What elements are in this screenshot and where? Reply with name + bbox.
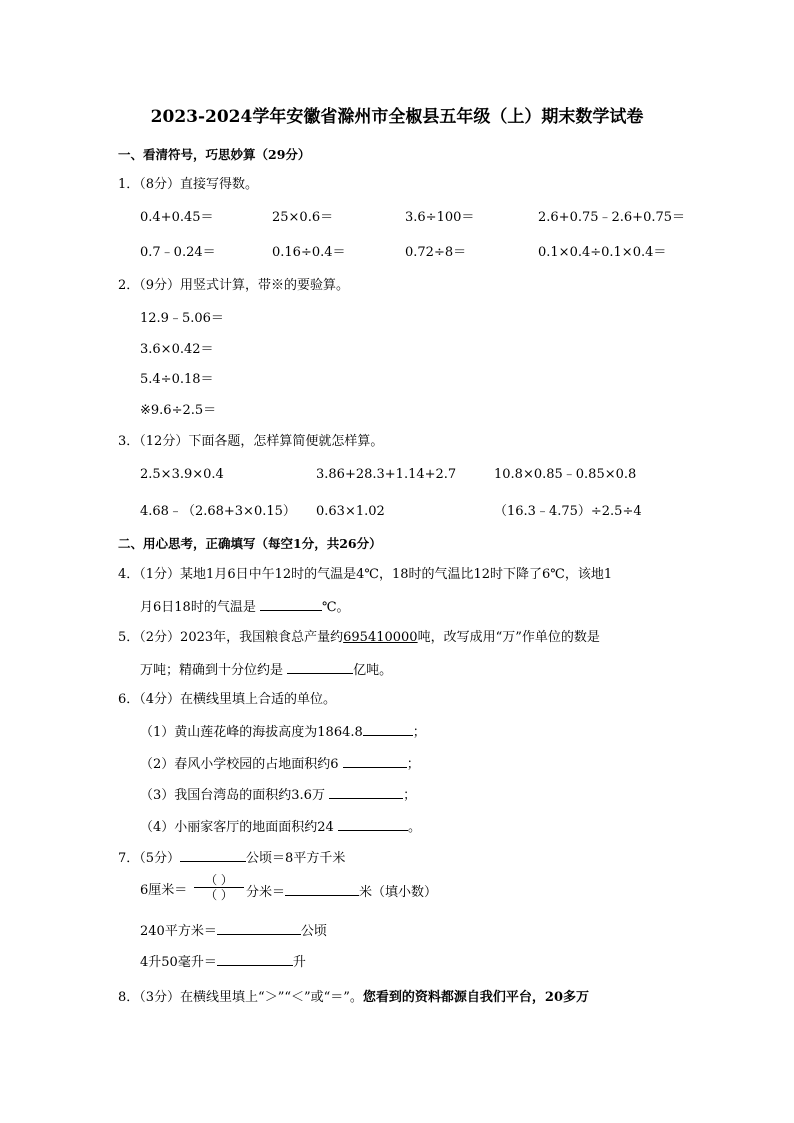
- answer-blank[interactable]: [329, 785, 403, 799]
- q4-text: 月6日18时的气温是: [140, 600, 260, 615]
- fraction-blank[interactable]: [194, 873, 244, 902]
- q1-item: 0.16÷0.4＝: [272, 245, 346, 260]
- q1-item: 25×0.6＝: [272, 210, 334, 225]
- section-heading-1: 一、看清符号，巧思妙算（29分）: [118, 147, 311, 162]
- answer-blank[interactable]: [338, 817, 408, 831]
- question-7-line: [118, 848, 345, 868]
- answer-blank[interactable]: [285, 882, 359, 896]
- q7-text: 升: [292, 955, 306, 970]
- fraction-denominator: （ ）: [194, 887, 244, 902]
- q6-item-text: （2）春风小学校园的占地面积约6: [140, 757, 343, 772]
- question-7-line: [246, 882, 437, 902]
- answer-blank[interactable]: [287, 660, 353, 674]
- question-4-line: [140, 597, 350, 617]
- question-6-stem: 6．（4分）在横线里填上合适的单位。: [118, 692, 337, 707]
- question-5-line: [118, 629, 600, 647]
- question-1-stem: 1．（8分）直接写得数。: [118, 177, 259, 192]
- q1-item: 0.72÷8＝: [405, 245, 467, 260]
- q1-item: 3.6÷100＝: [405, 210, 475, 225]
- q6-item-end: ；: [406, 757, 420, 772]
- q6-item: [140, 722, 426, 742]
- answer-blank[interactable]: [217, 952, 293, 966]
- q6-item-end: ；: [412, 725, 426, 740]
- question-7-line: [140, 921, 327, 941]
- question-8-line: [118, 989, 589, 1007]
- watermark-text: 您看到的资料都源自我们平台，20多万: [362, 990, 590, 1005]
- answer-blank[interactable]: [217, 921, 301, 935]
- q2-item: 5.4÷0.18＝: [140, 372, 214, 387]
- q7-text: 7．（5分）: [118, 851, 181, 866]
- answer-blank[interactable]: [363, 722, 413, 736]
- q7-text: 6厘米＝: [140, 883, 188, 898]
- question-2-stem: 2．（9分）用竖式计算，带※的要验算。: [118, 278, 350, 293]
- q6-item: [140, 785, 416, 805]
- fraction-numerator: （ ）: [205, 873, 233, 887]
- q2-item: 12.9﹣5.06＝: [140, 311, 224, 326]
- q3-item: 0.63×1.02: [316, 504, 385, 519]
- q7-text: 240平方米＝: [140, 924, 217, 939]
- q5-text: 亿吨。: [353, 663, 393, 678]
- q7-text: 4升50毫升＝: [140, 955, 217, 970]
- q2-item: ※9.6÷2.5＝: [140, 403, 217, 418]
- answer-blank[interactable]: [260, 597, 322, 611]
- question-3-stem: 3．（12分）下面各题，怎样算简便就怎样算。: [118, 434, 384, 449]
- q1-item: 0.4+0.45＝: [140, 210, 214, 225]
- q6-item-end: ；: [403, 788, 417, 803]
- question-4-line: 4．（1分）某地1月6日中午12时的气温是4℃，18时的气温比12时下降了6℃，该地1: [118, 567, 613, 582]
- q6-item: [140, 754, 420, 774]
- answer-blank[interactable]: [343, 754, 407, 768]
- q7-text: 公顷＝8平方千米: [246, 851, 346, 866]
- q6-item-end: 。: [407, 820, 421, 835]
- q6-item: [140, 817, 421, 837]
- q1-item: 2.6+0.75﹣2.6+0.75＝: [538, 210, 686, 225]
- q5-text: 万吨；精确到十分位约是: [140, 663, 288, 678]
- q6-item-text: （4）小丽家客厅的地面面积约24: [140, 820, 338, 835]
- question-5-line: [140, 660, 392, 680]
- q5-text: 吨，改写成用“万”作单位的数是: [417, 630, 600, 645]
- question-7-line: [140, 952, 306, 972]
- q5-number: 695410000: [343, 630, 418, 645]
- q3-item: 4.68﹣（2.68+3×0.15）: [140, 504, 296, 519]
- q6-item-text: （3）我国台湾岛的面积约3.6万: [140, 788, 330, 803]
- q8-text: 8．（3分）在横线里填上“＞”“＜”或“＝”。: [118, 990, 363, 1005]
- q3-item: （16.3﹣4.75）÷2.5÷4: [494, 504, 642, 519]
- q3-item: 2.5×3.9×0.4: [140, 467, 224, 482]
- answer-blank[interactable]: [180, 848, 246, 862]
- section-heading-2: 二、用心思考，正确填写（每空1分，共26分）: [118, 536, 382, 551]
- q4-text: ℃。: [321, 600, 350, 615]
- q1-item: 0.1×0.4÷0.1×0.4＝: [538, 245, 667, 260]
- page-title: 2023-2024学年安徽省滁州市全椒县五年级（上）期末数学试卷: [150, 107, 644, 127]
- q5-text: 5．（2分）2023年，我国粮食总产量约: [118, 630, 344, 645]
- q3-item: 10.8×0.85﹣0.85×0.8: [494, 467, 637, 482]
- q7-text: 公顷: [300, 924, 327, 939]
- q1-item: 0.7﹣0.24＝: [140, 245, 216, 260]
- q6-item-text: （1）黄山莲花峰的海拔高度为1864.8: [140, 725, 363, 740]
- q7-text: 分米＝: [246, 885, 286, 900]
- q3-item: 3.86+28.3+1.14+2.7: [316, 467, 457, 482]
- q7-text: 米（填小数）: [359, 885, 438, 900]
- q2-item: 3.6×0.42＝: [140, 342, 214, 357]
